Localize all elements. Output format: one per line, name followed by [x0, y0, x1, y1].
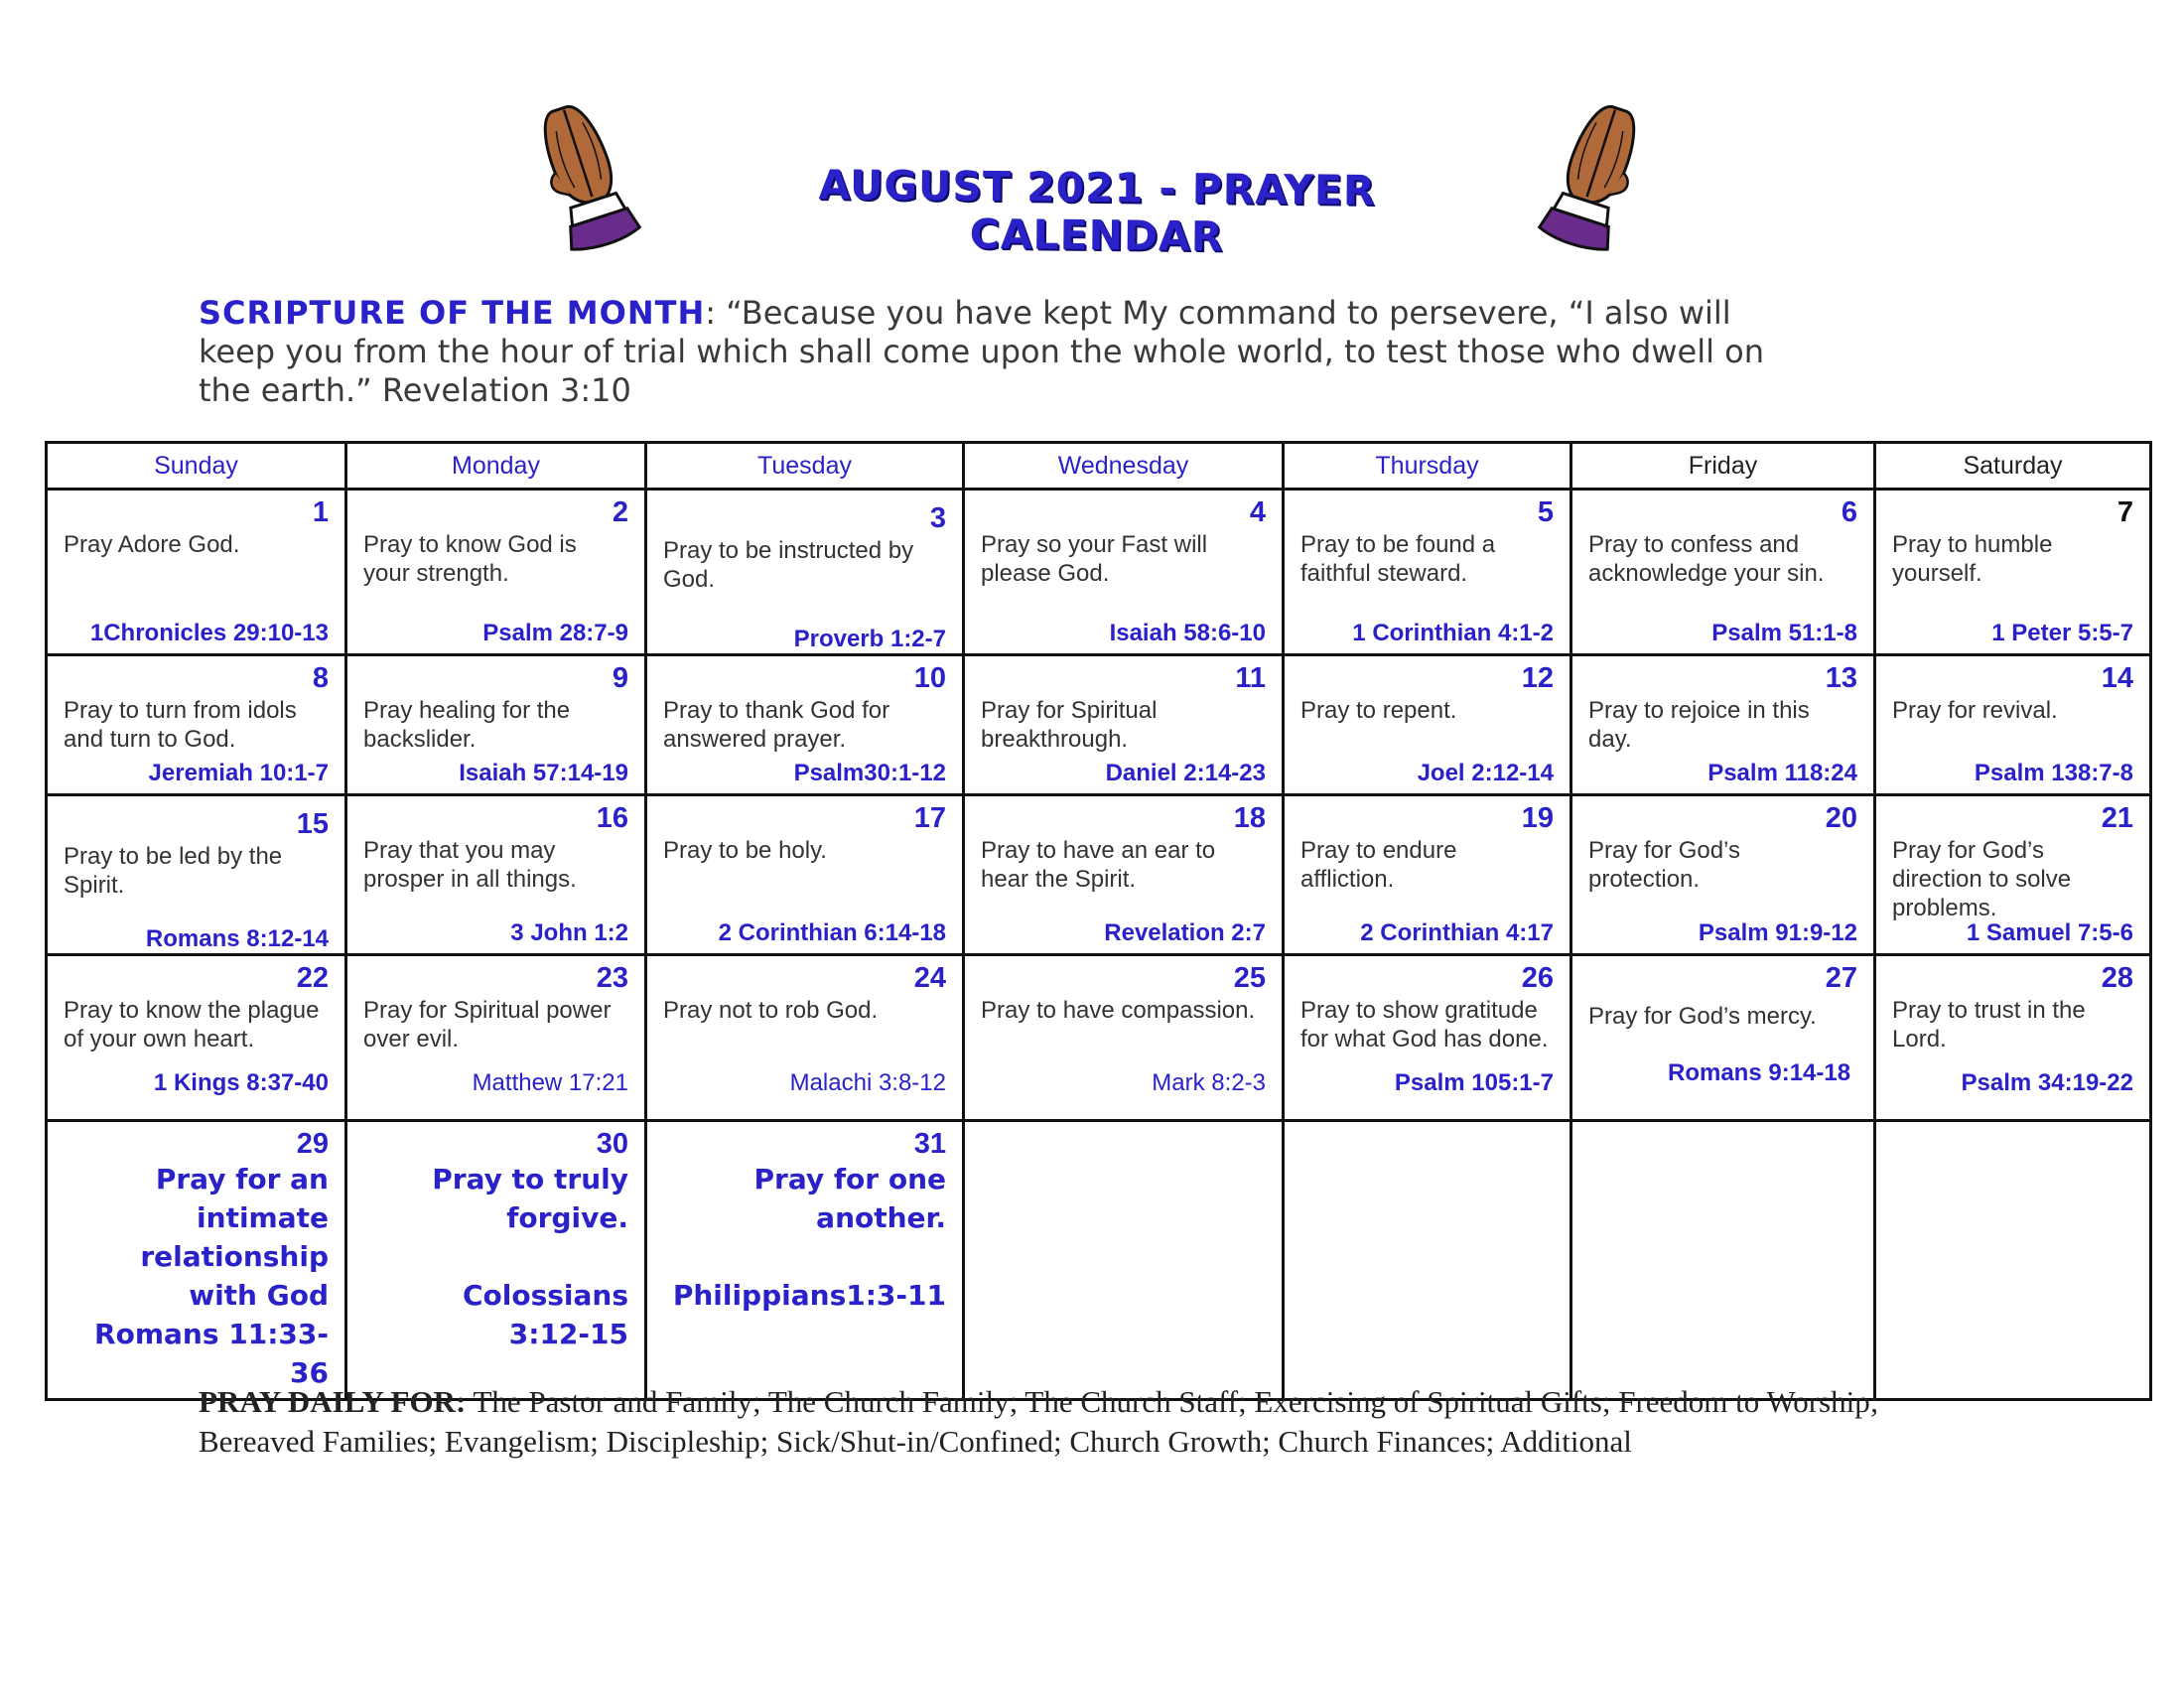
prayer-text: Pray so your Fast will please God. — [981, 531, 1208, 587]
scripture-ref: Colossians 3:12-15 — [462, 1279, 628, 1350]
day-number: 5 — [1537, 496, 1554, 528]
day-number: 22 — [296, 962, 329, 994]
day-cell — [646, 955, 964, 1121]
scripture-ref: Revelation 2:7 — [1104, 919, 1266, 946]
day-number: 28 — [2101, 962, 2133, 994]
scripture-label: SCRIPTURE OF THE MONTH — [199, 294, 706, 332]
day-number: 12 — [1521, 662, 1554, 694]
scripture-of-the-month — [199, 294, 1787, 410]
day-number: 7 — [2116, 496, 2133, 528]
day-cell — [47, 1121, 346, 1400]
day-cell — [646, 795, 964, 955]
prayer-text: Pray to know God is your strength. — [363, 531, 577, 587]
weekday-tuesday: Tuesday — [646, 443, 964, 490]
scripture-ref: 1Chronicles 29:10-13 — [89, 620, 329, 646]
scripture-ref: Isaiah 57:14-19 — [459, 760, 628, 786]
day-number: 30 — [596, 1128, 628, 1160]
day-cell — [646, 655, 964, 795]
day-number: 17 — [913, 802, 946, 834]
scripture-ref: 2 Corinthian 6:14-18 — [718, 919, 946, 946]
day-cell — [1571, 955, 1875, 1121]
day-number: 11 — [1235, 662, 1266, 694]
prayer-text: Pray to have an ear to hear the Spirit. — [981, 837, 1216, 893]
prayer-text: Pray to trust in the Lord. — [1892, 997, 2086, 1053]
prayer-text: Pray not to rob God. — [663, 997, 879, 1024]
scripture-ref: Romans 11:33-36 — [94, 1318, 329, 1389]
weekday-sunday: Sunday — [47, 443, 346, 490]
week-row-1 — [47, 490, 2151, 655]
day-number: 27 — [1825, 962, 1857, 994]
day-cell — [964, 490, 1284, 655]
scripture-ref: Psalm 28:7-9 — [482, 620, 628, 646]
day-cell — [1571, 795, 1875, 955]
scripture-ref: Psalm 51:1-8 — [1711, 620, 1857, 646]
weekday-thursday: Thursday — [1284, 443, 1571, 490]
prayer-text: Pray to be instructed by God. — [663, 537, 914, 593]
prayer-text: Pray for God’s direction to solve problems. — [1892, 837, 2072, 921]
day-cell — [964, 795, 1284, 955]
day-cell — [47, 655, 346, 795]
week-row-2 — [47, 655, 2151, 795]
footer-text: The Pastor and Family; The Church Family; The Church Staff; Exercising of Spiritual Gifts; Freedom to Worship; Bereaved Families; Evangelism; Discipleship; Sick/Shut-in/Confined; Church Growth; Church Finances; Additional — [199, 1384, 1879, 1459]
day-number: 20 — [1825, 802, 1857, 834]
day-cell — [1875, 955, 2151, 1121]
scripture-ref: 1 Samuel 7:5-6 — [1966, 919, 2133, 946]
day-cell — [47, 490, 346, 655]
day-number: 4 — [1249, 496, 1266, 528]
day-cell — [346, 1121, 646, 1400]
praying-hands-icon — [521, 94, 650, 253]
day-number: 10 — [913, 662, 946, 694]
weekday-header-row — [47, 443, 2151, 490]
day-cell — [646, 1121, 964, 1400]
day-cell — [1284, 490, 1571, 655]
day-number: 6 — [1841, 496, 1857, 528]
day-number: 24 — [913, 962, 946, 994]
scripture-ref: 2 Corinthian 4:17 — [1360, 919, 1554, 946]
prayer-text: Pray Adore God. — [64, 531, 240, 558]
prayer-text: Pray for Spiritual breakthrough. — [981, 697, 1158, 753]
prayer-text: Pray for one another. — [753, 1163, 946, 1234]
day-cell — [1284, 795, 1571, 955]
day-cell — [1875, 490, 2151, 655]
scripture-ref: Malachi 3:8-12 — [789, 1069, 946, 1096]
day-number: 13 — [1825, 662, 1857, 694]
day-number: 2 — [612, 496, 628, 528]
day-number: 21 — [2101, 802, 2133, 834]
prayer-text: Pray for God’s mercy. — [1588, 1003, 1817, 1030]
day-number: 8 — [312, 662, 329, 694]
scripture-ref: Proverb 1:2-7 — [793, 626, 946, 652]
empty-day-cell — [1284, 1121, 1571, 1400]
day-cell — [646, 490, 964, 655]
prayer-text: Pray to rejoice in this day. — [1588, 697, 1810, 753]
prayer-text: Pray to truly forgive. — [432, 1163, 628, 1234]
weekday-saturday: Saturday — [1875, 443, 2151, 490]
scripture-ref: Psalm 91:9-12 — [1698, 919, 1857, 946]
scripture-ref: Joel 2:12-14 — [1417, 760, 1554, 786]
praying-hands-icon — [1529, 94, 1658, 253]
scripture-ref: Matthew 17:21 — [472, 1069, 628, 1096]
day-cell — [47, 955, 346, 1121]
scripture-ref: Mark 8:2-3 — [1152, 1069, 1266, 1096]
day-cell — [1284, 655, 1571, 795]
page-title: AUGUST 2021 - PRAYER CALENDAR — [818, 161, 1376, 261]
prayer-text: Pray healing for the backslider. — [363, 697, 571, 753]
scripture-ref: 1 Kings 8:37-40 — [153, 1069, 329, 1096]
empty-day-cell — [1875, 1121, 2151, 1400]
day-number: 1 — [312, 496, 329, 528]
scripture-ref: 3 John 1:2 — [510, 919, 628, 946]
day-cell — [1571, 490, 1875, 655]
prayer-text: Pray that you may prosper in all things. — [363, 837, 577, 893]
weekday-friday: Friday — [1571, 443, 1875, 490]
week-row-4 — [47, 955, 2151, 1121]
day-number: 19 — [1521, 802, 1554, 834]
day-number: 29 — [296, 1128, 329, 1160]
prayer-text: Pray to have compassion. — [981, 997, 1256, 1024]
day-cell — [346, 655, 646, 795]
prayer-text: Pray to confess and acknowledge your sin. — [1588, 531, 1825, 587]
scripture-ref: Romans 9:14-18 — [1668, 1059, 1851, 1086]
prayer-text: Pray to endure affliction. — [1300, 837, 1457, 893]
prayer-text: Pray to turn from idols and turn to God. — [64, 697, 297, 753]
footer-label: PRAY DAILY FOR: — [199, 1384, 467, 1419]
day-cell — [1284, 955, 1571, 1121]
prayer-text: Pray for revival. — [1892, 697, 2058, 724]
week-row-3 — [47, 795, 2151, 955]
day-cell — [964, 955, 1284, 1121]
prayer-calendar — [45, 441, 2152, 1401]
scripture-ref: Romans 8:12-14 — [145, 925, 329, 952]
scripture-ref: Daniel 2:14-23 — [1105, 760, 1266, 786]
prayer-text: Pray for Spiritual power over evil. — [363, 997, 612, 1053]
empty-day-cell — [964, 1121, 1284, 1400]
day-cell — [964, 655, 1284, 795]
scripture-ref: 1 Corinthian 4:1-2 — [1352, 620, 1554, 646]
prayer-text: Pray to show gratitude for what God has done. — [1300, 997, 1549, 1053]
day-number: 16 — [596, 802, 628, 834]
empty-day-cell — [1571, 1121, 1875, 1400]
day-number: 31 — [913, 1128, 946, 1160]
scripture-ref: Psalm 118:24 — [1707, 760, 1857, 786]
scripture-ref: 1 Peter 5:5-7 — [1991, 620, 2133, 646]
day-cell — [1875, 795, 2151, 955]
day-number: 3 — [929, 502, 946, 534]
day-cell — [346, 490, 646, 655]
scripture-text: : “Because you have kept My command to persevere, “I also will keep you from the hour of trial which shall come upon the whole world, to test those who dwell on the earth.” Revelation 3:10 — [199, 294, 1764, 409]
day-number: 18 — [1233, 802, 1266, 834]
day-number: 23 — [596, 962, 628, 994]
day-number: 15 — [296, 808, 329, 840]
day-cell — [346, 795, 646, 955]
day-cell — [1571, 655, 1875, 795]
prayer-text: Pray to thank God for answered prayer. — [663, 697, 890, 753]
prayer-text: Pray to be led by the Spirit. — [64, 843, 283, 899]
scripture-ref: Psalm30:1-12 — [793, 760, 946, 786]
scripture-ref: Psalm 138:7-8 — [1974, 760, 2133, 786]
prayer-text: Pray to be found a faithful steward. — [1300, 531, 1496, 587]
day-cell — [47, 795, 346, 955]
pray-daily-footer — [199, 1382, 1946, 1462]
scripture-ref: Psalm 34:19-22 — [1961, 1069, 2133, 1096]
day-number: 26 — [1521, 962, 1554, 994]
weekday-monday: Monday — [346, 443, 646, 490]
weekday-wednesday: Wednesday — [964, 443, 1284, 490]
scripture-ref: Isaiah 58:6-10 — [1109, 620, 1266, 646]
prayer-text: Pray to repent. — [1300, 697, 1457, 724]
scripture-ref: Psalm 105:1-7 — [1394, 1069, 1554, 1096]
day-cell — [346, 955, 646, 1121]
day-number: 9 — [612, 662, 628, 694]
week-row-5 — [47, 1121, 2151, 1400]
prayer-text: Pray for an intimate relationship with God — [140, 1163, 329, 1312]
day-number: 14 — [2101, 662, 2133, 694]
scripture-ref: Philippians1:3-11 — [672, 1279, 946, 1312]
day-cell — [1875, 655, 2151, 795]
prayer-text: Pray to humble yourself. — [1892, 531, 2053, 587]
prayer-text: Pray for God’s protection. — [1588, 837, 1740, 893]
scripture-ref: Jeremiah 10:1-7 — [148, 760, 329, 786]
prayer-text: Pray to be holy. — [663, 837, 827, 864]
prayer-text: Pray to know the plague of your own heart. — [64, 997, 320, 1053]
day-number: 25 — [1233, 962, 1266, 994]
